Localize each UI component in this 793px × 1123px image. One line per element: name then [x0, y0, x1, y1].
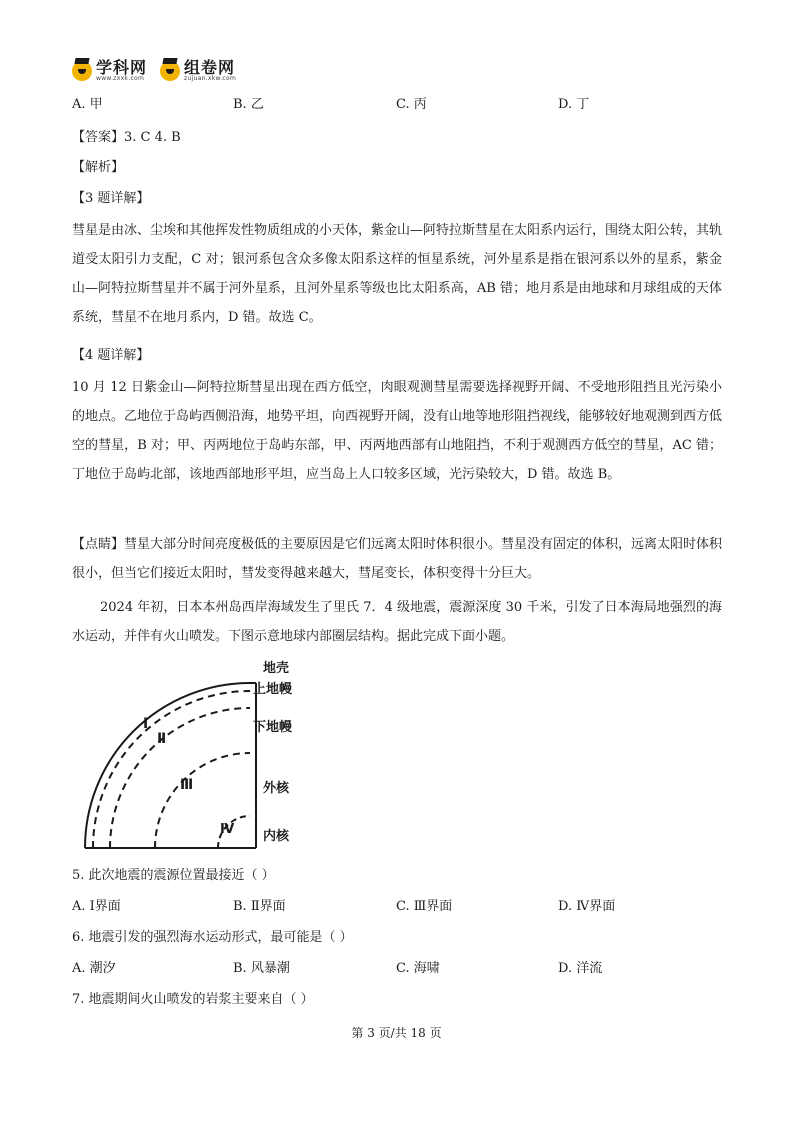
- q6-option-d: D. 洋流: [558, 961, 603, 976]
- logo-url: www.zxxk.com: [96, 75, 145, 82]
- option-a: A. 甲: [72, 97, 103, 112]
- q7-stem: 7. 地震期间火山喷发的岩浆主要来自（ ）: [72, 992, 314, 1007]
- q6-option-b: B. 风暴潮: [233, 961, 290, 976]
- boundary-label-3: Ⅲ: [180, 777, 194, 793]
- xuekewang-logo[interactable]: [72, 60, 147, 82]
- question-intro: 2024 年初，日本本州岛西岸海域发生了里氏 7．4 级地震，震源深度 30 千米，引发了日本海局地强烈的海水运动，并伴有火山喷发。下图示意地球内部圈层结构。据此完成下面小题。: [72, 600, 722, 644]
- logo-name: 学科网: [96, 58, 148, 77]
- q5-option-d: D. Ⅳ界面: [558, 899, 616, 914]
- q5-option-b: B. Ⅱ界面: [233, 899, 286, 914]
- q5-stem: 5. 此次地震的震源位置最接近（ ）: [72, 868, 275, 883]
- layer-label-upper-mantle: 上地幔: [253, 682, 293, 697]
- q6-stem: 6. 地震引发的强烈海水运动形式，最可能是（ ）: [72, 930, 353, 945]
- answer-line: 【答案】3. C 4. B: [72, 130, 181, 145]
- logo-name: 组卷网: [184, 58, 236, 77]
- q5-option-c: C. Ⅲ界面: [396, 899, 453, 914]
- layer-label-lower-mantle: 下地幔: [253, 720, 293, 735]
- logo-url: zujuan.xkw.com: [184, 75, 237, 82]
- graduation-cap-icon: [72, 61, 92, 81]
- analysis-label: 【解析】: [72, 160, 125, 175]
- layer-label-inner-core: 内核: [263, 829, 290, 844]
- boundary-label-4: Ⅳ: [220, 822, 235, 837]
- zujuanwang-logo[interactable]: [160, 60, 236, 82]
- q4-title: 【4 题详解】: [72, 348, 150, 363]
- q3-explanation: 彗星是由冰、尘埃和其他挥发性物质组成的小天体，紫金山—阿特拉斯彗星在太阳系内运行，围绕太阳公转，其轨道受太阳引力支配，C 对；银河系包含众多像太阳系这样的恒星系统，河外星系是指在银河系以外的星系，紫金山—阿特拉斯彗星并不属于河外星系，且河外星系等级也比太阳系高，AB 错；地月系是由地球和月球组成的天体系统，彗星不在地月系内，D 错。故选 C。: [72, 223, 723, 325]
- graduation-cap-icon: [160, 61, 180, 81]
- q6-option-c: C. 海啸: [396, 961, 440, 976]
- q3-title: 【3 题详解】: [72, 191, 150, 206]
- q6-option-a: A. 潮汐: [72, 961, 116, 976]
- page-footer: 第 3 页/共 18 页: [351, 1026, 442, 1040]
- tip-note: 【点睛】彗星大部分时间亮度极低的主要原因是它们远离太阳时体积很小。彗星没有固定的体积，远离太阳时体积很小，但当它们接近太阳时，彗发变得越来越大，彗尾变长，体积变得十分巨大。: [72, 537, 723, 581]
- layer-label-outer-core: 外核: [263, 781, 290, 796]
- layer-label-crust: 地壳: [263, 661, 290, 676]
- boundary-3-arc: [155, 753, 250, 848]
- option-c: C. 丙: [396, 97, 427, 112]
- option-b: B. 乙: [233, 97, 264, 112]
- option-d: D. 丁: [558, 97, 590, 112]
- boundary-label-1: Ⅰ: [143, 716, 149, 732]
- earth-interior-diagram: [80, 658, 310, 853]
- boundary-label-2: Ⅱ: [157, 731, 167, 747]
- q5-option-a: A. Ⅰ界面: [72, 899, 121, 914]
- q4-explanation: 10 月 12 日紫金山—阿特拉斯彗星出现在西方低空，肉眼观测彗星需要选择视野开阔、不受地形阻挡且光污染小的地点。乙地位于岛屿西侧沿海，地势平坦，向西视野开阔，没有山地等地形阻挡视线，能够较好地观测到西方低空的彗星，B 对；甲、丙两地位于岛屿东部，甲、丙两地西部有山地阻挡，不利于观测西方低空的彗星，AC 错；丁地位于岛屿北部，该地西部地形平坦，应当岛上人口较多区域，光污染较大，D 错。故选 B。: [72, 380, 723, 482]
